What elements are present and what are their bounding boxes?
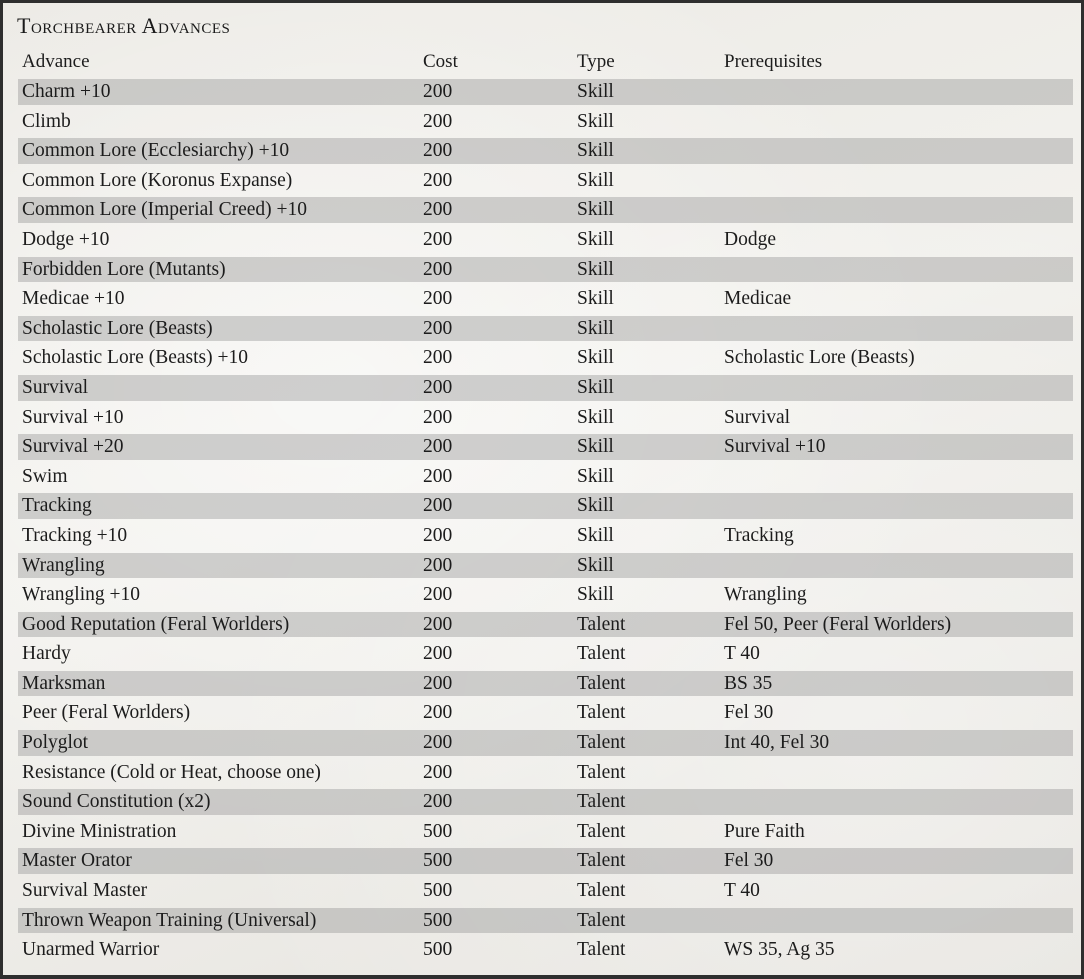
cost-cell: 200	[423, 732, 453, 754]
table-row	[3, 698, 1081, 728]
table-row	[3, 817, 1081, 847]
type-cell: Talent	[577, 880, 626, 902]
prerequisites-cell: Pure Faith	[724, 820, 805, 842]
type-cell: Skill	[577, 199, 614, 221]
table-header	[3, 51, 1081, 77]
cost-cell: 200	[423, 524, 453, 546]
table-row	[3, 195, 1081, 225]
table-row	[3, 846, 1081, 876]
prerequisites-cell: BS 35	[724, 672, 773, 694]
table-row	[3, 403, 1081, 433]
type-cell: Skill	[577, 584, 614, 606]
advance-cell: Charm +10	[22, 81, 111, 102]
advance-cell: Hardy	[22, 643, 71, 665]
header-cost: Cost	[423, 51, 458, 72]
cost-cell: 200	[423, 169, 453, 191]
type-cell: Skill	[577, 495, 614, 517]
table-row	[3, 462, 1081, 492]
advance-cell: Survival +10	[22, 406, 124, 428]
cost-cell: 200	[423, 376, 453, 398]
type-cell: Skill	[577, 347, 614, 369]
table-row	[3, 669, 1081, 699]
advance-cell: Sound Constitution (x2)	[22, 791, 211, 813]
prerequisites-cell: Survival	[724, 406, 791, 428]
table-row	[3, 521, 1081, 551]
type-cell: Skill	[577, 288, 614, 310]
advance-cell: Scholastic Lore (Beasts) +10	[22, 347, 248, 369]
table-title: Torchbearer Advances	[17, 13, 231, 38]
type-cell: Talent	[577, 850, 626, 872]
cost-cell: 200	[423, 613, 453, 635]
type-cell: Skill	[577, 258, 614, 280]
advance-cell: Common Lore (Koronus Expanse)	[22, 169, 293, 191]
cost-cell: 200	[423, 554, 453, 576]
advance-cell: Climb	[22, 110, 71, 132]
advance-cell: Survival Master	[22, 880, 148, 902]
prerequisites-cell: Tracking	[724, 524, 794, 546]
advance-cell: Common Lore (Ecclesiarchy) +10	[22, 140, 290, 162]
cost-cell: 200	[423, 258, 453, 280]
header-advance: Advance	[22, 51, 90, 72]
type-cell: Skill	[577, 81, 614, 102]
advance-cell: Marksman	[22, 672, 106, 694]
table-row	[3, 225, 1081, 255]
table-row	[3, 432, 1081, 462]
table-row	[3, 166, 1081, 196]
type-cell: Skill	[577, 110, 614, 132]
type-cell: Talent	[577, 761, 626, 783]
cost-cell: 500	[423, 939, 453, 961]
prerequisites-cell: Fel 30	[724, 702, 774, 724]
type-cell: Skill	[577, 376, 614, 398]
advance-cell: Thrown Weapon Training (Universal)	[22, 909, 317, 931]
type-cell: Skill	[577, 228, 614, 250]
cost-cell: 200	[423, 288, 453, 310]
prerequisites-cell: T 40	[724, 880, 760, 902]
header-type: Type	[577, 51, 615, 72]
type-cell: Skill	[577, 140, 614, 162]
type-cell: Skill	[577, 554, 614, 576]
type-cell: Talent	[577, 702, 626, 724]
cost-cell: 200	[423, 317, 453, 339]
advance-cell: Swim	[22, 465, 68, 487]
type-cell: Skill	[577, 436, 614, 458]
prerequisites-cell: Dodge	[724, 228, 776, 250]
prerequisites-cell: Fel 30	[724, 850, 774, 872]
advance-cell: Forbidden Lore (Mutants)	[22, 258, 226, 280]
cost-cell: 500	[423, 909, 453, 931]
advance-cell: Wrangling +10	[22, 584, 140, 606]
cost-cell: 200	[423, 228, 453, 250]
table-row	[3, 314, 1081, 344]
type-cell: Talent	[577, 732, 626, 754]
cost-cell: 200	[423, 436, 453, 458]
type-cell: Skill	[577, 524, 614, 546]
table-row	[3, 728, 1081, 758]
table-row	[3, 77, 1081, 107]
advance-cell: Wrangling	[22, 554, 105, 576]
table-row	[3, 255, 1081, 285]
advance-cell: Divine Ministration	[22, 820, 177, 842]
type-cell: Skill	[577, 465, 614, 487]
advances-table-body	[3, 77, 1081, 965]
table-row	[3, 136, 1081, 166]
advance-cell: Tracking +10	[22, 524, 128, 546]
type-cell: Talent	[577, 820, 626, 842]
cost-cell: 500	[423, 850, 453, 872]
advance-cell: Common Lore (Imperial Creed) +10	[22, 199, 307, 221]
cost-cell: 500	[423, 880, 453, 902]
header-prerequisites: Prerequisites	[724, 51, 823, 72]
cost-cell: 200	[423, 584, 453, 606]
type-cell: Talent	[577, 672, 626, 694]
table-row	[3, 787, 1081, 817]
cost-cell: 200	[423, 406, 453, 428]
table-row	[3, 580, 1081, 610]
table-row	[3, 284, 1081, 314]
advance-cell: Tracking	[22, 495, 92, 517]
prerequisites-cell: Medicae	[724, 288, 792, 310]
cost-cell: 200	[423, 465, 453, 487]
type-cell: Skill	[577, 406, 614, 428]
advance-cell: Medicae +10	[22, 288, 125, 310]
advance-cell: Master Orator	[22, 850, 132, 872]
table-row	[3, 551, 1081, 581]
cost-cell: 200	[423, 672, 453, 694]
table-row	[3, 758, 1081, 788]
document-page	[3, 3, 1081, 975]
table-row	[3, 906, 1081, 936]
advance-cell: Resistance (Cold or Heat, choose one)	[22, 761, 321, 783]
prerequisites-cell: Fel 50, Peer (Feral Worlders)	[724, 613, 952, 635]
cost-cell: 200	[423, 791, 453, 813]
prerequisites-cell: Int 40, Fel 30	[724, 732, 830, 754]
type-cell: Talent	[577, 791, 626, 813]
cost-cell: 200	[423, 81, 453, 102]
cost-cell: 200	[423, 702, 453, 724]
type-cell: Skill	[577, 317, 614, 339]
advance-cell: Polyglot	[22, 732, 89, 754]
table-row	[3, 343, 1081, 373]
cost-cell: 200	[423, 495, 453, 517]
cost-cell: 200	[423, 110, 453, 132]
type-cell: Talent	[577, 909, 626, 931]
advance-cell: Good Reputation (Feral Worlders)	[22, 613, 290, 635]
table-row	[3, 107, 1081, 137]
cost-cell: 200	[423, 140, 453, 162]
advance-cell: Peer (Feral Worlders)	[22, 702, 191, 724]
table-row	[3, 876, 1081, 906]
prerequisites-cell: Scholastic Lore (Beasts)	[724, 347, 915, 369]
table-row	[3, 373, 1081, 403]
cost-cell: 500	[423, 820, 453, 842]
prerequisites-cell: Wrangling	[724, 584, 807, 606]
prerequisites-cell: Survival +10	[724, 436, 826, 458]
cost-cell: 200	[423, 761, 453, 783]
type-cell: Talent	[577, 939, 626, 961]
table-row	[3, 491, 1081, 521]
advance-cell: Scholastic Lore (Beasts)	[22, 317, 213, 339]
advance-cell: Survival	[22, 376, 89, 398]
advance-cell: Unarmed Warrior	[22, 939, 160, 961]
cost-cell: 200	[423, 643, 453, 665]
cost-cell: 200	[423, 347, 453, 369]
cost-cell: 200	[423, 199, 453, 221]
type-cell: Talent	[577, 643, 626, 665]
advance-cell: Survival +20	[22, 436, 124, 458]
table-row	[3, 639, 1081, 669]
table-row	[3, 610, 1081, 640]
table-row	[3, 935, 1081, 965]
prerequisites-cell: WS 35, Ag 35	[724, 939, 835, 961]
advance-cell: Dodge +10	[22, 228, 110, 250]
type-cell: Talent	[577, 613, 626, 635]
type-cell: Skill	[577, 169, 614, 191]
prerequisites-cell: T 40	[724, 643, 760, 665]
